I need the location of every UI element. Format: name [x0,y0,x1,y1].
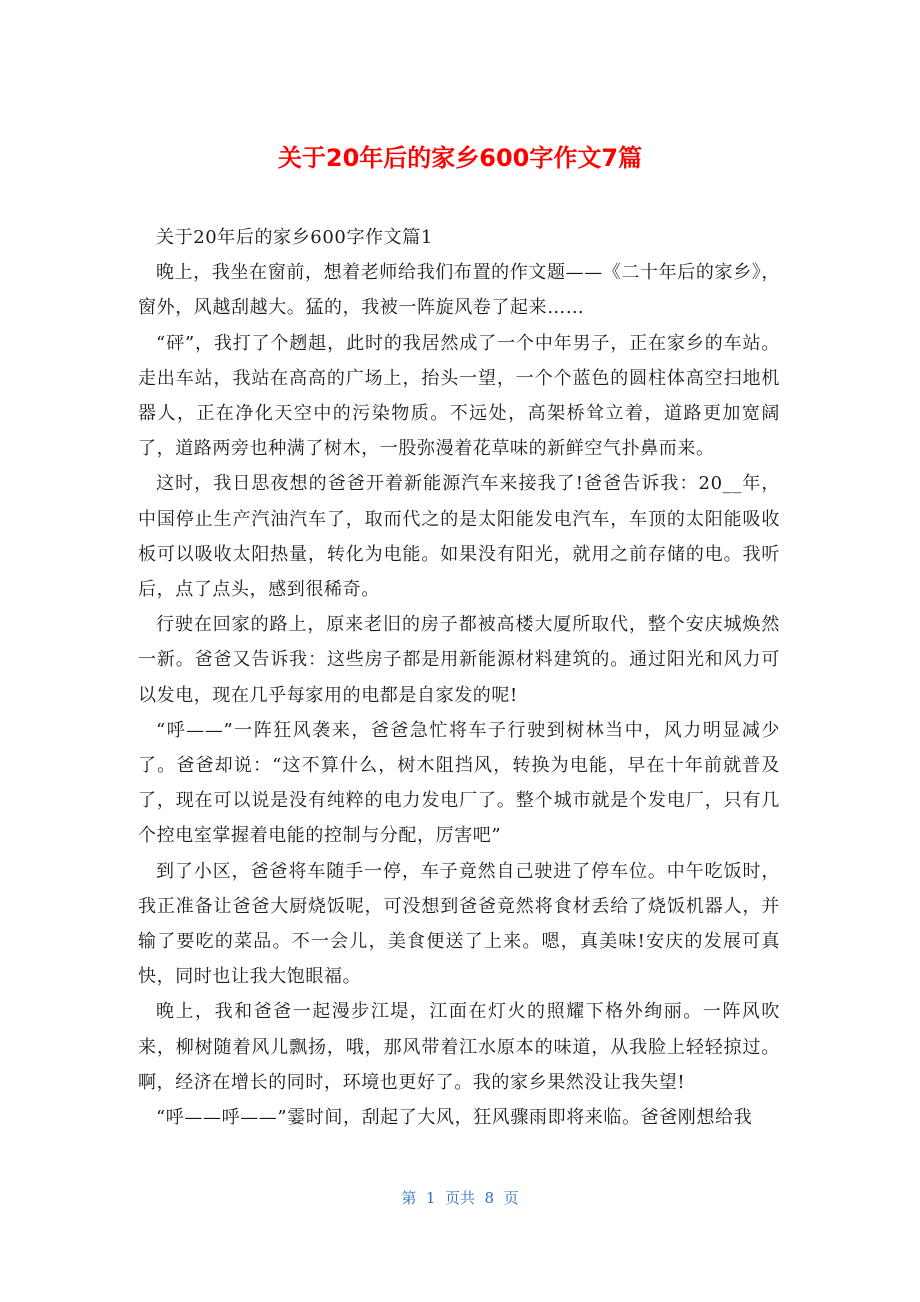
page-number-footer: 第 1 页共 8 页 [401,1189,519,1207]
paragraph: 行驶在回家的路上，原来老旧的房子都被高楼大厦所取代，整个安庆城焕然一新。爸爸又告诉我：这些房子都是用新能源材料建筑的。通过阳光和风力可以发电，现在几乎每家用的电都是自家发的呢! [138,614,780,706]
document-title: 关于20年后的家乡600字作文7篇 [277,144,643,172]
paragraph: 这时，我日思夜想的爸爸开着新能源汽车来接我了!爸爸告诉我：20__年，中国停止生产汽油汽车了，取而代之的是太阳能发电汽车，车顶的太阳能吸收板可以吸收太阳热量，转化为电能。如果没有阳光，就用之前存储的电。我听后，点了点头，感到很稀奇。 [138,473,780,601]
paragraph: 晚上，我和爸爸一起漫步江堤，江面在灯火的照耀下格外绚丽。一阵风吹来，柳树随着风儿飘扬，哦，那风带着江水原本的味道，从我脸上轻轻掠过。啊，经济在增长的同时，环境也更好了。我的家乡果然没让我失望! [138,1001,780,1093]
paragraph: “呼——呼——”霎时间，刮起了大风，狂风骤雨即将来临。爸爸刚想给我 [156,1107,753,1129]
section-heading: 关于20年后的家乡600字作文篇1 [156,227,433,248]
document-body [138,220,780,1135]
paragraph: 晚上，我坐在窗前，想着老师给我们布置的作文题——《二十年后的家乡》，窗外，风越刮越大。猛的，我被一阵旋风卷了起来…… [138,262,780,319]
paragraph: 到了小区，爸爸将车随手一停，车子竟然自己驶进了停车位。中午吃饭时，我正准备让爸爸大厨烧饭呢，可没想到爸爸竟然将食材丢给了烧饭机器人，并输了要吃的菜品。不一会儿，美食便送了上来。嗯，真美味!安庆的发展可真快，同时也让我大饱眼福。 [138,860,780,988]
paragraph: “砰”，我打了个趔趄，此时的我居然成了一个中年男子，正在家乡的车站。走出车站，我站在高高的广场上，抬头一望，一个个蓝色的圆柱体高空扫地机器人，正在净化天空中的污染物质。不远处，高架桥耸立着，道路更加宽阔了，道路两旁也种满了树木，一股弥漫着花草味的新鲜空气扑鼻而来。 [138,332,780,460]
paragraph: “呼——”一阵狂风袭来，爸爸急忙将车子行驶到树林当中，风力明显减少了。爸爸却说：“这不算什么，树木阻挡风，转换为电能，早在十年前就普及了，现在可以说是没有纯粹的电力发电厂了。整个城市就是个发电厂，只有几个控电室掌握着电能的控制与分配，厉害吧” [138,719,780,847]
